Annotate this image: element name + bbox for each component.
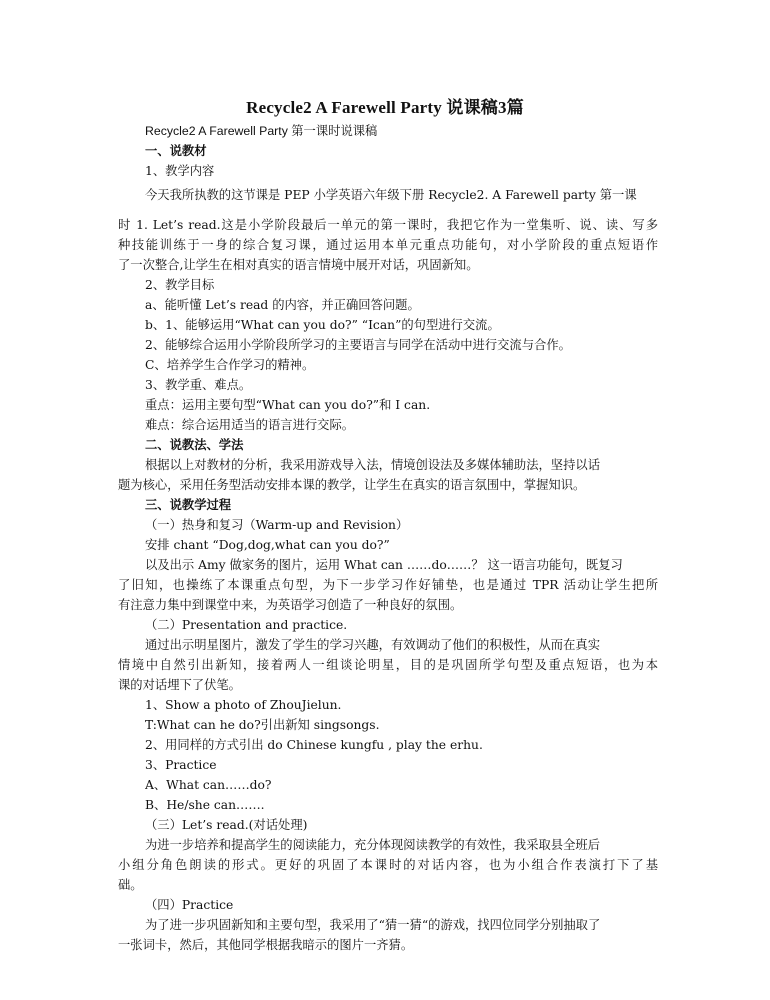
text-line: （四）Practice: [145, 898, 234, 912]
text-line: 通过出示明星图片，激发了学生的学习兴趣，有效调动了他们的积极性，从而在真实: [145, 638, 600, 652]
text-line: a、能听懂 Let’s read 的内容，并正确回答问题。: [145, 298, 420, 312]
text-line: 今天我所执教的这节课是 PEP 小学英语六年级下册 Recycle2. A Farewell party 第一课: [145, 188, 637, 202]
section-heading: 一、说教材: [145, 143, 207, 158]
text-line: 重点：运用主要句型“What can you do?”和 I can.: [145, 398, 431, 412]
text-line: （三）Let’s read.(对话处理): [145, 818, 308, 832]
section-heading: 二、说教法、学法: [145, 437, 244, 452]
text-line: （二）Presentation and practice.: [145, 618, 348, 632]
text-line: 为进一步培养和提高学生的阅读能力，充分体现阅读教学的有效性，我采取县全班后: [145, 838, 600, 852]
section-heading: 三、说教学过程: [145, 497, 232, 512]
text-line: T:What can he do?引出新知 singsongs.: [145, 718, 380, 732]
text-line: 种技能训练于一身的综合复习课，通过运用本单元重点功能句，对小学阶段的重点短语作: [118, 238, 658, 252]
text-line: 2、用同样的方式引出 do Chinese kungfu , play the erhu.: [145, 738, 483, 752]
text-line: 情境中自然引出新知，接着两人一组谈论明星，目的是巩固所学句型及重点短语，也为本: [118, 658, 658, 672]
subtitle: Recycle2 A Farewell Party 第一课时说课稿: [145, 124, 378, 138]
text-line: 1、教学内容: [145, 164, 215, 178]
text-line: 时 1. Let’s read.这是小学阶段最后一单元的第一课时，我把它作为一堂集听、说、读、写多: [118, 218, 658, 232]
text-line: 了一次整合,让学生在相对真实的语言情境中展开对话，巩固新知。: [118, 258, 479, 272]
text-line: 础。: [118, 878, 143, 892]
text-line: 3、Practice: [145, 758, 217, 772]
text-line: 1、Show a photo of ZhouJielun.: [145, 698, 342, 712]
text-line: （一）热身和复习（Warm-up and Revision）: [145, 518, 409, 532]
text-line: 课的对话埋下了伏笔。: [118, 678, 241, 692]
text-line: 为了进一步巩固新知和主要句型，我采用了“猜一猜“的游戏，找四位同学分别抽取了: [145, 918, 601, 932]
text-line: b、1、能够运用“What can you do?” “Ican”的句型进行交流。: [145, 318, 500, 332]
text-line: 难点：综合运用适当的语言进行交际。: [145, 418, 355, 432]
text-line: B、He/she can…….: [145, 798, 265, 812]
text-line: 了旧知，也操练了本课重点句型，为下一步学习作好铺垫，也是通过 TPR 活动让学生把所: [118, 578, 658, 592]
text-line: 2、能够综合运用小学阶段所学习的主要语言与同学在活动中进行交流与合作。: [145, 338, 571, 352]
text-line: 根据以上对教材的分析，我采用游戏导入法，情境创设法及多媒体辅助法，坚持以话: [145, 458, 600, 472]
text-line: 一张词卡，然后，其他同学根据我暗示的图片一齐猜。: [118, 938, 414, 952]
text-line: 有注意力集中到课堂中来，为英语学习创造了一种良好的氛围。: [118, 598, 463, 612]
text-line: 小组分角色朗读的形式。更好的巩固了本课时的对话内容，也为小组合作表演打下了基: [118, 858, 658, 872]
text-line: 3、教学重、难点。: [145, 378, 252, 392]
text-line: C、培养学生合作学习的精神。: [145, 358, 315, 372]
text-line: 以及出示 Amy 做家务的图片，运用 What can ……do……？ 这一语言功能句，既复习: [145, 558, 623, 572]
document-title: Recycle2 A Farewell Party 说课稿3篇: [246, 98, 524, 117]
text-line: A、What can……do?: [145, 778, 272, 792]
text-line: 安排 chant “Dog,dog,what can you do?”: [145, 538, 390, 552]
text-line: 题为核心，采用任务型活动安排本课的教学，让学生在真实的语言氛围中，掌握知识。: [118, 478, 586, 492]
text-line: 2、教学目标: [145, 278, 215, 292]
